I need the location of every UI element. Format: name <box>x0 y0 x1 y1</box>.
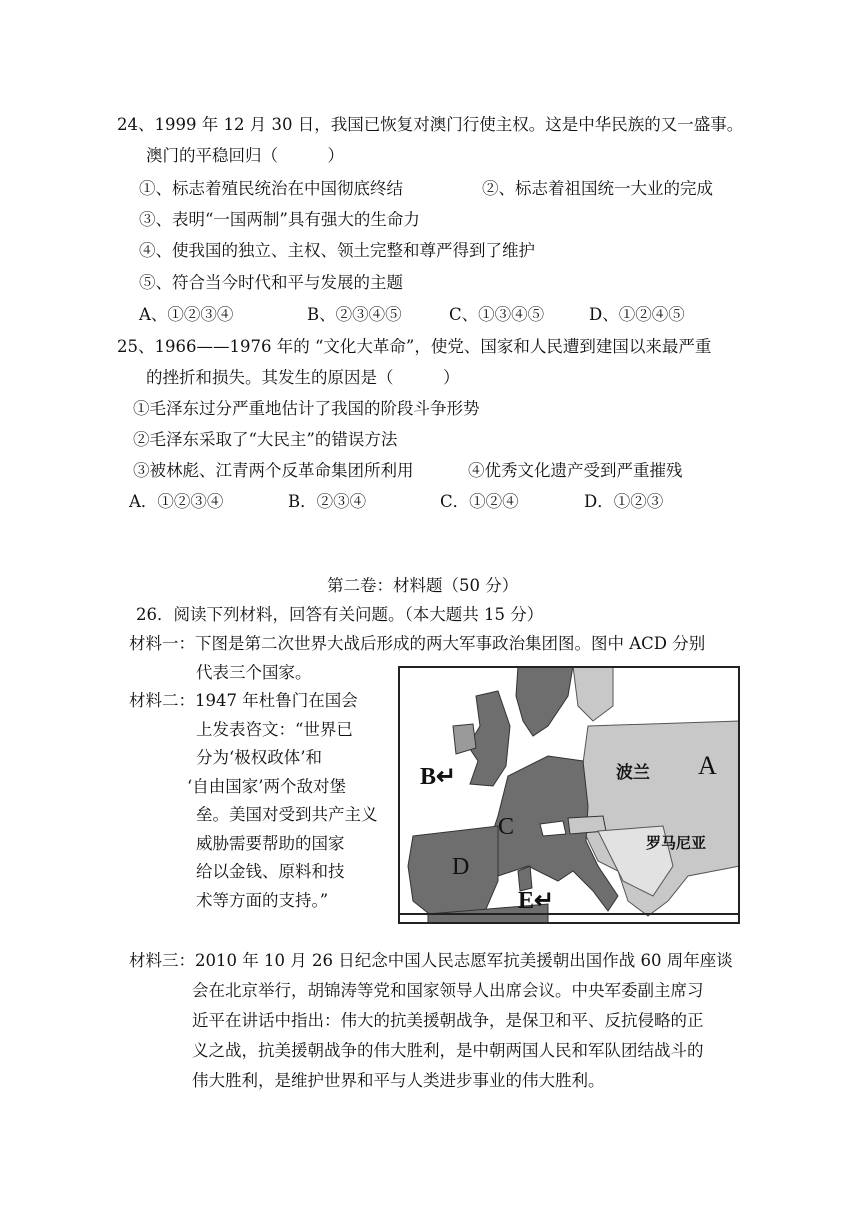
q26-intro: 26．阅读下列材料，回答有关问题。（本大题共 15 分） <box>136 605 544 624</box>
q26-material-3-line-1: 材料三：2010 年 10 月 26 日纪念中国人民志愿军抗美援朝出国作战 60 周年座谈 <box>129 951 733 970</box>
ireland-region <box>453 724 476 754</box>
q24-option-1: ①、标志着殖民统治在中国彻底终结 <box>139 179 403 198</box>
q24-choice-b: B、②③④⑤ <box>307 305 402 324</box>
map-label-d: D <box>452 854 470 880</box>
europe-bloc-map <box>398 666 740 924</box>
q26-material-2-line-2: 上发表咨文：“世界已 <box>196 720 353 739</box>
q26-material-2-line-8: 术等方面的支持。” <box>196 891 329 910</box>
map-label-e: E↵ <box>518 888 555 914</box>
q26-material-3-line-5: 伟大胜利，是维护世界和平与人类进步事业的伟大胜利。 <box>192 1071 605 1090</box>
part2-title: 第二卷：材料题（50 分） <box>327 576 519 595</box>
q26-material-2-line-7: 给以金钱、原料和技 <box>196 862 345 881</box>
q25-option-1: ①毛泽东过分严重地估计了我国的阶段斗争形势 <box>133 399 480 418</box>
q26-material-2-line-6: 威胁需要帮助的国家 <box>196 834 345 853</box>
q24-choice-d: D、①②④⑤ <box>589 305 685 324</box>
q25-choice-a: A．①②③④ <box>129 492 224 511</box>
q26-material-3-line-4: 义之战，抗美援朝战争的伟大胜利，是中朝两国人民和军队团结战斗的 <box>192 1041 704 1060</box>
q26-material-2-line-1: 材料二：1947 年杜鲁门在国会 <box>129 691 358 710</box>
q24-option-4: ④、使我国的独立、主权、领土完整和尊严得到了维护 <box>139 241 535 260</box>
q25-option-3: ③被林彪、江青两个反革命集团所利用 <box>133 461 414 480</box>
map-label-b: B↵ <box>420 764 457 790</box>
q25-choice-d: D．①②③ <box>584 492 664 511</box>
q26-material-2-line-4: ‘自由国家’两个敌对堡 <box>187 777 346 796</box>
q24-stem-line-2: 澳门的平稳回归（ ） <box>146 146 344 165</box>
map-label-romania: 罗马尼亚 <box>646 834 707 852</box>
q24-stem-line-1: 24、1999 年 12 月 30 日，我国已恢复对澳门行使主权。这是中华民族的又一盛事。 <box>117 115 744 134</box>
map-label-c: C <box>498 814 515 840</box>
q25-stem-line-1: 25、1966——1976 年的 “文化大革命”，使党、国家和人民遭到建国以来最严重 <box>117 337 712 356</box>
q24-choice-a: A、①②③④ <box>139 305 234 324</box>
q24-option-3: ③、表明“一国两制”具有强大的生命力 <box>139 210 420 229</box>
q26-material-1-line-1: 材料一：下图是第二次世界大战后形成的两大军事政治集团图。图中 ACD 分别 <box>129 634 706 653</box>
q26-material-2-line-5: 垒。美国对受到共产主义 <box>196 805 378 824</box>
q25-option-2: ②毛泽东采取了“大民主”的错误方法 <box>133 430 398 449</box>
europe-map-svg <box>398 666 740 924</box>
q26-material-1-line-2: 代表三个国家。 <box>196 663 312 682</box>
q26-material-3-line-2: 会在北京举行，胡锦涛等党和国家领导人出席会议。中央军委副主席习 <box>192 981 704 1000</box>
q25-stem-line-2: 的挫折和损失。其发生的原因是（ ） <box>146 368 460 387</box>
q24-option-2: ②、标志着祖国统一大业的完成 <box>482 179 713 198</box>
map-label-a: A <box>698 751 717 780</box>
q26-material-3-line-3: 近平在讲话中指出：伟大的抗美援朝战争，是保卫和平、反抗侵略的正 <box>192 1011 704 1030</box>
q26-material-2-line-3: 分为‘极权政体’和 <box>196 748 322 767</box>
map-label-poland: 波兰 <box>616 763 650 783</box>
q25-choice-c: C．①②④ <box>440 492 519 511</box>
q25-choice-b: B．②③④ <box>288 492 367 511</box>
q24-option-5: ⑤、符合当今时代和平与发展的主题 <box>139 273 403 292</box>
q25-option-4: ④优秀文化遗产受到严重摧残 <box>468 461 683 480</box>
q24-choice-c: C、①③④⑤ <box>449 305 545 324</box>
switzerland-region <box>540 821 566 836</box>
